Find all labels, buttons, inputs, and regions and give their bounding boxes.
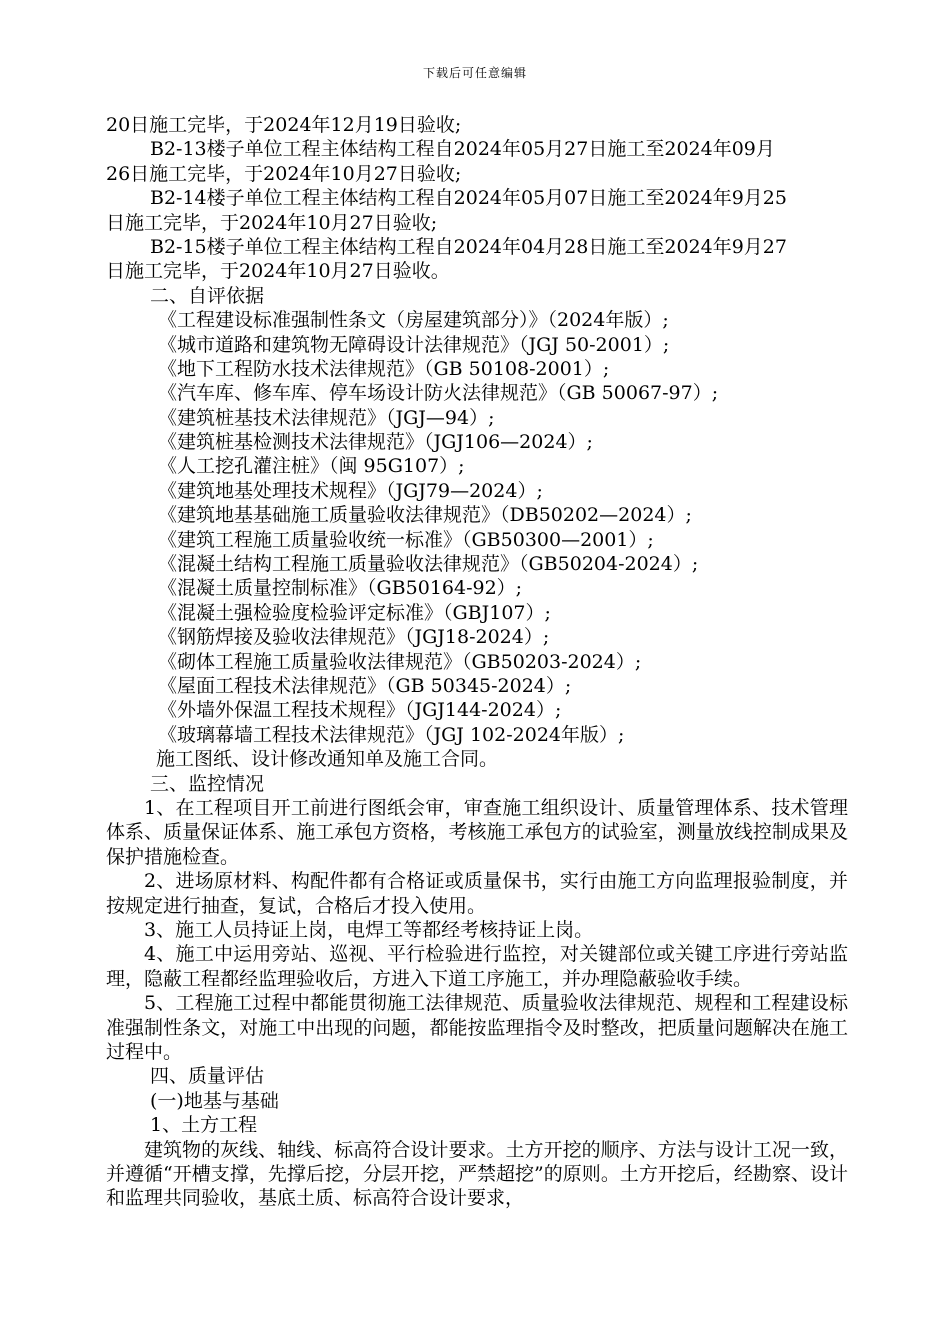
- basis-footer: 施工图纸、设计修改通知单及施工合同。: [156, 748, 499, 771]
- intro-line: B2-13楼子单位工程主体结构工程自2024年05月27日施工至2024年09月: [150, 138, 775, 161]
- intro-line: B2-15楼子单位工程主体结构工程自2024年04月28日施工至2024年9月27: [150, 235, 787, 258]
- standard-item: 《混凝土结构工程施工质量验收法律规范》（GB50204-2024）;: [158, 553, 699, 576]
- monitoring-paragraph: 4、施工中运用旁站、巡视、平行检验进行监控，对关键部位或关键工序进行旁站监理，隐蔽工程都经监理验收后，方进入下道工序施工，并办理隐蔽验收手续。: [106, 943, 848, 990]
- standard-item: 《城市道路和建筑物无障碍设计法律规范》（JGJ 50-2001）;: [158, 333, 670, 356]
- standard-item: 《建筑工程施工质量验收统一标准》（GB50300—2001）;: [158, 528, 654, 551]
- standard-item: 《混凝土质量控制标准》（GB50164-92）;: [158, 577, 523, 600]
- standard-item: 《砌体工程施工质量验收法律规范》（GB50203-2024）;: [158, 650, 642, 673]
- section-heading-basis: 二、自评依据: [150, 284, 265, 307]
- standard-item: 《屋面工程技术法律规范》（GB 50345-2024）;: [158, 674, 572, 697]
- standard-item: 《建筑地基处理技术规程》（JGJ79—2024）;: [158, 479, 543, 502]
- intro-line: B2-14楼子单位工程主体结构工程自2024年05月07日施工至2024年9月25: [150, 187, 787, 210]
- intro-line: 20日施工完毕，于2024年12月19日验收;: [106, 114, 462, 136]
- standard-item: 《建筑桩基技术法律规范》（JGJ—94）;: [158, 406, 495, 429]
- standard-item: 《工程建设标准强制性条文（房屋建筑部分）》（2024年版）;: [158, 309, 669, 332]
- monitoring-paragraph: 2、进场原材料、构配件都有合格证或质量保书，实行由施工方向监理报验制度，并按规定进行抽查，复试，合格后才投入使用。: [106, 870, 848, 917]
- standard-item: 《外墙外保温工程技术规程》（JGJ144-2024）;: [158, 699, 562, 722]
- monitoring-paragraph: 3、施工人员持证上岗，电焊工等都经考核持证上岗。: [144, 918, 594, 941]
- standard-item: 《建筑地基基础施工质量验收法律规范》（DB50202—2024）;: [158, 504, 692, 527]
- intro-line: 日施工完毕，于2024年10月27日验收;: [106, 211, 438, 234]
- standard-item: 《混凝土强检验度检验评定标准》（GBJ107）;: [158, 601, 551, 624]
- intro-line: 26日施工完毕，于2024年10月27日验收;: [106, 162, 462, 185]
- standard-item: 《地下工程防水技术法律规范》（GB 50108-2001）;: [158, 357, 610, 380]
- monitoring-paragraph: 1、在工程项目开工前进行图纸会审，审查施工组织设计、质量管理体系、技术管理体系、质量保证体系、施工承包方资格，考核施工承包方的试验室，测量放线控制成果及保护措施检查。: [106, 796, 848, 868]
- standard-item: 《汽车库、修车库、停车场设计防火法律规范》（GB 50067-97）;: [158, 382, 719, 405]
- subsection-foundation: (一)地基与基础: [150, 1089, 279, 1112]
- page-header: 下载后可任意编辑: [422, 66, 527, 80]
- earthwork-paragraph: 建筑物的灰线、轴线、标高符合设计要求。土方开挖的顺序、方法与设计工况一致，并遵循“开槽支撑，先撑后挖，分层开挖，严禁超挖”的原则。土方开挖后，经勘察、设计和监理共同验收，基底土质、标高符合设计要求，: [106, 1138, 848, 1210]
- section-heading-assessment: 四、质量评估: [150, 1065, 265, 1088]
- monitoring-paragraph: 5、工程施工过程中都能贯彻施工法律规范、质量验收法律规范、规程和工程建设标准强制性条文，对施工中出现的问题，都能按监理指令及时整改，把质量问题解决在施工过程中。: [106, 992, 848, 1063]
- section-heading-monitoring: 三、监控情况: [150, 772, 265, 795]
- standard-item: 《建筑桩基检测技术法律规范》（JGJ106—2024）;: [158, 431, 593, 454]
- document-body: [106, 113, 848, 1211]
- standard-item: 《人工挖孔灌注桩》（闽 95G107）;: [158, 455, 465, 478]
- standard-item: 《钢筋焊接及验收法律规范》（JGJ18-2024）;: [158, 626, 550, 649]
- subsection-earthwork: 1、土方工程: [150, 1114, 258, 1137]
- intro-line: 日施工完毕，于2024年10月27日验收。: [106, 260, 450, 283]
- standard-item: 《玻璃幕墙工程技术法律规范》（JGJ 102-2024年版）;: [158, 723, 625, 746]
